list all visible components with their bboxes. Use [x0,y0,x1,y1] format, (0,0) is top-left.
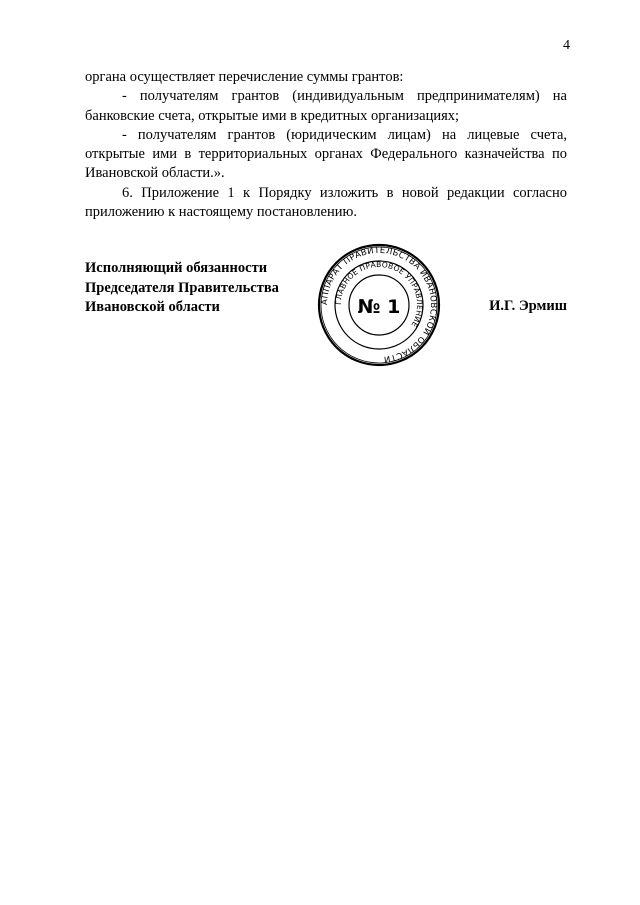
seal-outer-text: АППАРАТ ПРАВИТЕЛЬСТВА ИВАНОВСКОЙ ОБЛАСТИ [319,245,439,364]
paragraph: - получателям грантов (индивидуальным предпринимателям) на банковские счета, открытые ими в кредитных организациях; [85,88,567,124]
paragraph: - получателям грантов (юридическим лицам) на лицевые счета, открытые ими в территориальных органах Федерального казначейства по Ивановской области.». [85,126,567,182]
signatory-position-line: Ивановской области [85,299,220,315]
paragraph: 6. Приложение 1 к Порядку изложить в новой редакции согласно приложению к настоящему постановлению. [85,184,567,221]
official-seal [317,243,441,367]
seal-inner-text: ГЛАВНОЕ ПРАВОВОЕ УПРАВЛЕНИЕ [333,259,425,329]
page-number: 4 [563,38,570,53]
seal-number: № 1 [357,296,401,318]
signatory-position [85,259,279,318]
signatory-position-line: Исполняющий обязанности [85,260,268,276]
signatory-position-line: Председателя Правительства [85,279,279,296]
paragraph: органа осуществляет перечисление суммы грантов: [85,69,404,85]
svg-text:ГЛАВНОЕ ПРАВОВОЕ УПРАВЛЕНИЕ [334,260,424,329]
document-body [85,68,567,222]
signatory-name: И.Г. Эрмиш [489,298,567,314]
